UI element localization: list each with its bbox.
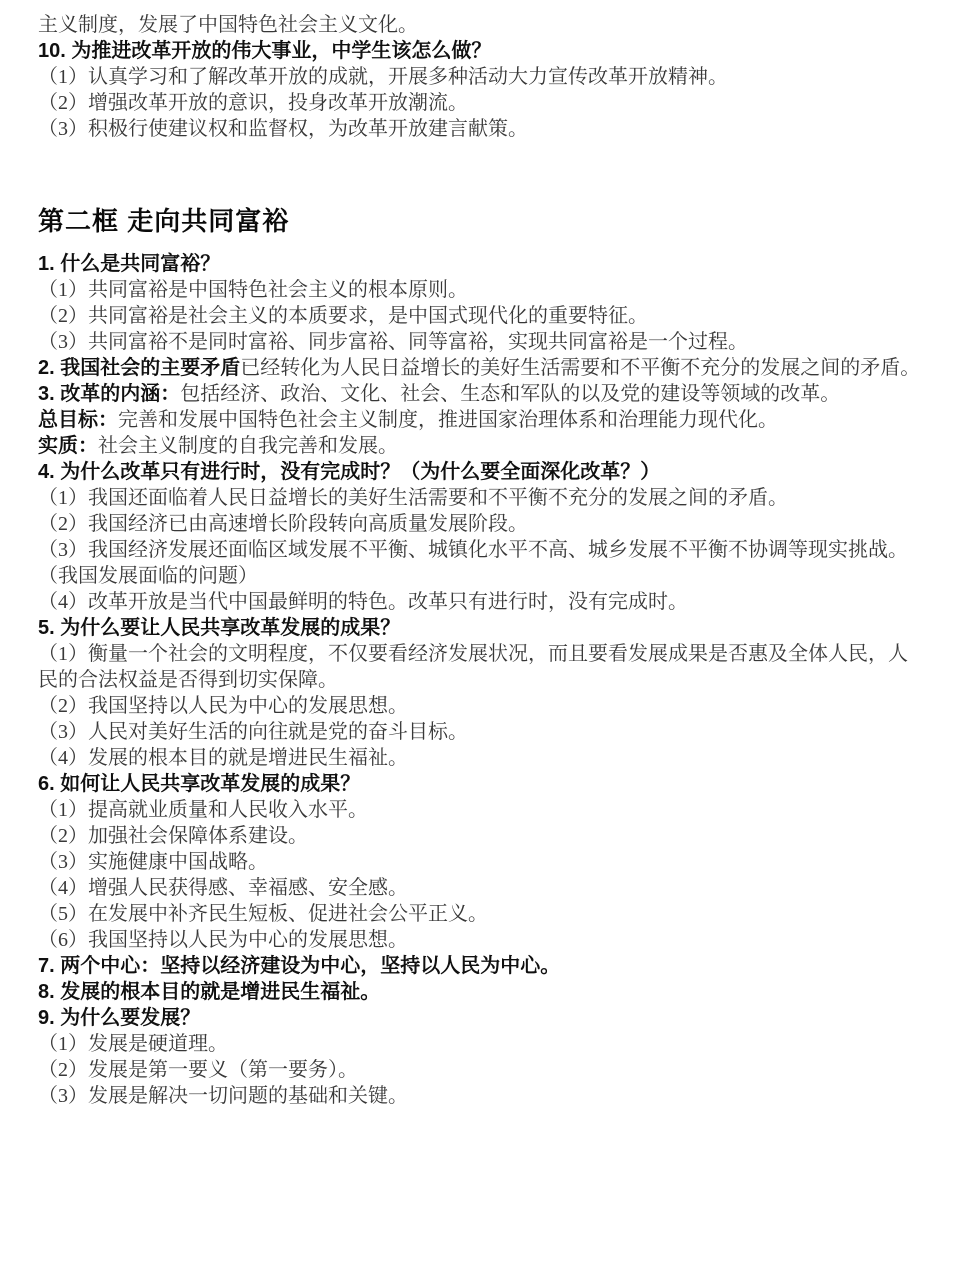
text-line bbox=[38, 485, 923, 511]
text-line bbox=[38, 1083, 923, 1109]
text-line bbox=[38, 116, 923, 142]
bold-text-run: 6. 如何让人民共享改革发展的成果？ bbox=[38, 773, 361, 795]
text-line bbox=[38, 901, 923, 927]
intro-block bbox=[38, 12, 923, 142]
text-line bbox=[38, 693, 923, 719]
text-line bbox=[38, 745, 923, 771]
text-line bbox=[38, 849, 923, 875]
text-line bbox=[38, 90, 923, 116]
bold-text-run: 7. 两个中心：坚持以经济建设为中心，坚持以人民为中心。 bbox=[38, 955, 561, 977]
text-run: 已经转化为人民日益增长的美好生活需要和不平衡不充分的发展之间的矛盾。 bbox=[240, 357, 921, 379]
text-line bbox=[38, 511, 923, 537]
text-run: 包括经济、政治、文化、社会、生态和军队的以及党的建设等领域的改革。 bbox=[180, 383, 841, 405]
text-run: （4）改革开放是当代中国最鲜明的特色。改革只有进行时，没有完成时。 bbox=[38, 591, 688, 613]
text-line bbox=[38, 407, 923, 433]
text-line bbox=[38, 329, 923, 355]
body-block bbox=[38, 251, 923, 1109]
bold-text-run: 4. 为什么改革只有进行时，没有完成时？（为什么要全面深化改革？） bbox=[38, 461, 661, 483]
text-line bbox=[38, 433, 923, 459]
bold-text-run: 9. 为什么要发展？ bbox=[38, 1007, 201, 1029]
text-run: （3）实施健康中国战略。 bbox=[38, 851, 268, 873]
text-run: （2）我国坚持以人民为中心的发展思想。 bbox=[38, 695, 408, 717]
text-run: （1）共同富裕是中国特色社会主义的根本原则。 bbox=[38, 279, 468, 301]
text-line bbox=[38, 953, 923, 979]
text-line bbox=[38, 823, 923, 849]
bold-text-run: 10. 为推进改革开放的伟大事业，中学生该怎么做？ bbox=[38, 40, 492, 62]
text-line bbox=[38, 251, 923, 277]
bold-text-run: 总目标： bbox=[38, 409, 118, 431]
text-run: （1）发展是硬道理。 bbox=[38, 1033, 228, 1055]
text-line bbox=[38, 771, 923, 797]
text-line bbox=[38, 589, 923, 615]
text-line bbox=[38, 355, 923, 381]
text-run: （1）提高就业质量和人民收入水平。 bbox=[38, 799, 368, 821]
text-run: （5）在发展中补齐民生短板、促进社会公平正义。 bbox=[38, 903, 488, 925]
bold-text-run: 5. 为什么要让人民共享改革发展的成果？ bbox=[38, 617, 401, 639]
text-line bbox=[38, 38, 923, 64]
text-run: 社会主义制度的自我完善和发展。 bbox=[98, 435, 398, 457]
text-line bbox=[38, 927, 923, 953]
bold-text-run: 实质： bbox=[38, 435, 98, 457]
text-run: （1）衡量一个社会的文明程度，不仅要看经济发展状况，而且要看发展成果是否惠及全体人民，人民的合法权益是否得到切实保障。 bbox=[38, 643, 908, 691]
text-line bbox=[38, 64, 923, 90]
text-run: （4）增强人民获得感、幸福感、安全感。 bbox=[38, 877, 408, 899]
text-run: （2）发展是第一要义（第一要务）。 bbox=[38, 1059, 358, 1081]
text-run: （1）我国还面临着人民日益增长的美好生活需要和不平衡不充分的发展之间的矛盾。 bbox=[38, 487, 788, 509]
text-run: 完善和发展中国特色社会主义制度，推进国家治理体系和治理能力现代化。 bbox=[118, 409, 778, 431]
text-line bbox=[38, 303, 923, 329]
text-run: （2）增强改革开放的意识，投身改革开放潮流。 bbox=[38, 92, 468, 114]
text-line bbox=[38, 1057, 923, 1083]
text-line bbox=[38, 381, 923, 407]
text-run: （2）加强社会保障体系建设。 bbox=[38, 825, 308, 847]
section-heading: 第二框 走向共同富裕 bbox=[38, 206, 290, 236]
text-run: （3）发展是解决一切问题的基础和关键。 bbox=[38, 1085, 408, 1107]
text-line bbox=[38, 875, 923, 901]
bold-text-run: 1. 什么是共同富裕？ bbox=[38, 253, 221, 275]
bold-text-run: 8. 发展的根本目的就是增进民生福祉。 bbox=[38, 981, 381, 1003]
bold-text-run: 3. 改革的内涵： bbox=[38, 383, 181, 405]
text-run: 主义制度，发展了中国特色社会主义文化。 bbox=[38, 14, 418, 36]
text-run: （2）共同富裕是社会主义的本质要求，是中国式现代化的重要特征。 bbox=[38, 305, 648, 327]
text-line bbox=[38, 1031, 923, 1057]
text-run: （3）共同富裕不是同时富裕、同步富裕、同等富裕，实现共同富裕是一个过程。 bbox=[38, 331, 748, 353]
text-line bbox=[38, 459, 923, 485]
text-line bbox=[38, 719, 923, 745]
text-line bbox=[38, 979, 923, 1005]
text-run: （4）发展的根本目的就是增进民生福祉。 bbox=[38, 747, 408, 769]
text-line bbox=[38, 797, 923, 823]
text-line bbox=[38, 641, 923, 693]
text-line bbox=[38, 537, 923, 589]
text-line bbox=[38, 277, 923, 303]
text-run: （3）人民对美好生活的向往就是党的奋斗目标。 bbox=[38, 721, 468, 743]
text-line bbox=[38, 615, 923, 641]
text-run: （2）我国经济已由高速增长阶段转向高质量发展阶段。 bbox=[38, 513, 528, 535]
text-run: （6）我国坚持以人民为中心的发展思想。 bbox=[38, 929, 408, 951]
text-run: （3）积极行使建议权和监督权，为改革开放建言献策。 bbox=[38, 118, 528, 140]
text-run: （3）我国经济发展还面临区域发展不平衡、城镇化水平不高、城乡发展不平衡不协调等现实挑战。（我国发展面临的问题） bbox=[38, 539, 908, 587]
text-line bbox=[38, 1005, 923, 1031]
text-run: （1）认真学习和了解改革开放的成就，开展多种活动大力宣传改革开放精神。 bbox=[38, 66, 728, 88]
text-line bbox=[38, 12, 923, 38]
bold-text-run: 2. 我国社会的主要矛盾 bbox=[38, 357, 241, 379]
